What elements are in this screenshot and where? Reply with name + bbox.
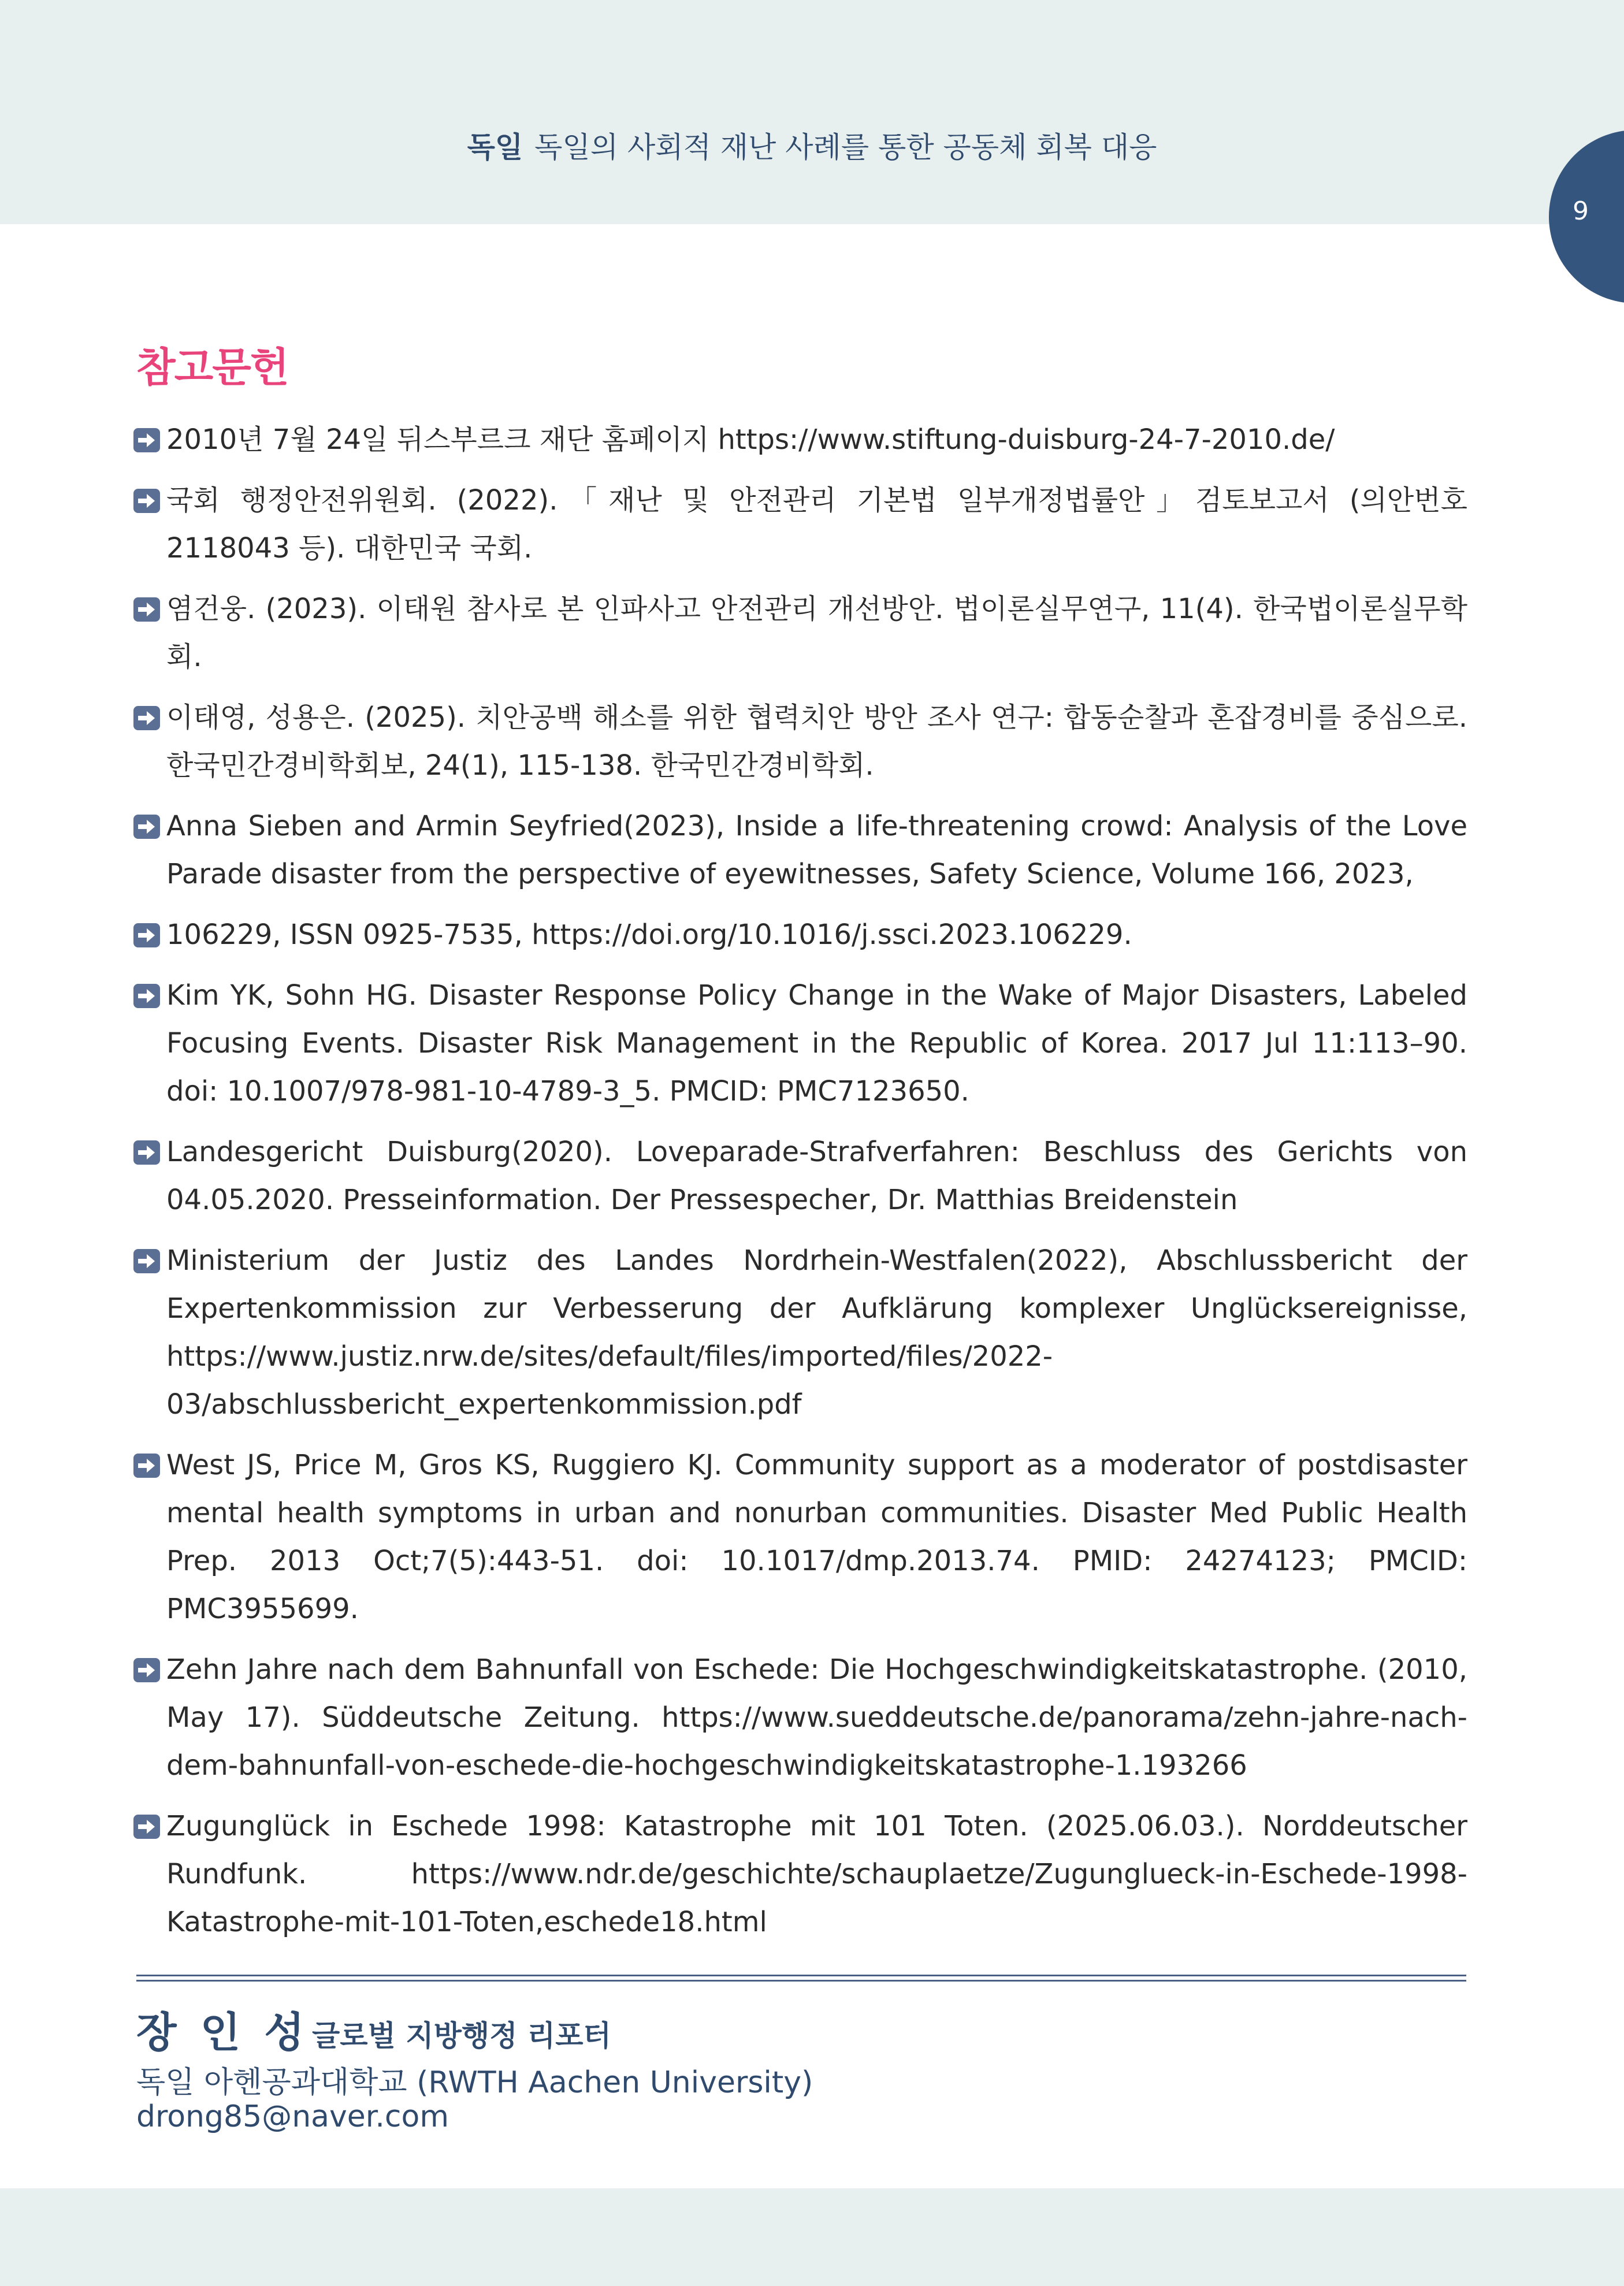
reference-list [133, 416, 1467, 1959]
reference-text: 2010년 7월 24일 뒤스부르크 재단 홈페이지 https://www.stiftung-duisburg-24-7-2010.de/ [166, 423, 1335, 456]
author-affiliation: 독일 아헨공과대학교 (RWTH Aachen University) [136, 2065, 813, 2100]
reference-item [133, 1128, 1467, 1224]
page-number: 9 [1573, 196, 1589, 226]
reference-item [133, 1802, 1467, 1946]
author-role: 글로벌 지방행정 리포터 [312, 2019, 611, 2053]
reference-item [133, 1237, 1467, 1429]
reference-text: 국회 행정안전위원회. (2022).「재난 및 안전관리 기본법 일부개정법률안」검토보고서 (의안번호 2118043 등). 대한민국 국회. [166, 484, 1467, 564]
reference-text: Kim YK, Sohn HG. Disaster Response Policy Change in the Wake of Major Disasters, Labeled Focusing Events. Disaster Risk Management in the Republic of Korea. 2017 Jul 11:113–90. doi: 10.1007/978-981-10-4789-3_5. PMCID: PMC7123650. [166, 979, 1467, 1107]
reference-item [133, 477, 1467, 573]
arrow-bullet-icon [133, 923, 161, 948]
reference-item [133, 1441, 1467, 1633]
arrow-bullet-icon [133, 1814, 161, 1839]
reference-item [133, 416, 1467, 464]
running-header [0, 124, 1624, 166]
header-band [0, 0, 1624, 224]
arrow-bullet-icon [133, 1140, 161, 1165]
reference-item [133, 972, 1467, 1116]
reference-item [133, 585, 1467, 681]
arrow-bullet-icon [133, 705, 161, 731]
reference-text: Ministerium der Justiz des Landes Nordrhein-Westfalen(2022), Abschlussbericht der Expertenkommission zur Verbesserung der Aufklärung komplexer Unglücksereignisse, https://www.justiz.nrw.de/sites/default/files/imported/files/2022-03/abschlussbericht_expertenkommission.pdf [166, 1244, 1467, 1421]
reference-text: 106229, ISSN 0925-7535, https://doi.org/10.1016/j.ssci.2023.106229. [166, 919, 1132, 951]
header-title: 독일의 사회적 재난 사례를 통한 공동체 회복 대응 [534, 131, 1157, 164]
reference-text: 이태영, 성용은. (2025). 치안공백 해소를 위한 협력치안 방안 조사 연구: 합동순찰과 혼잡경비를 중심으로. 한국민간경비학회보, 24(1), 115-138. 한국민간경비학회. [166, 701, 1467, 782]
reference-text: Zehn Jahre nach dem Bahnunfall von Eschede: Die Hochgeschwindigkeitskatastrophe. (2010, May 17). Süddeutsche Zeitung. https://www.sueddeutsche.de/panorama/zehn-jahre-nach-dem-bahnunfall-von-eschede-die-hochgeschwindigkeitskatastrophe-1.193266 [166, 1653, 1467, 1782]
arrow-bullet-icon [133, 488, 161, 514]
reference-text: Anna Sieben and Armin Seyfried(2023), Inside a life-threatening crowd: Analysis of the Love Parade disaster from the perspective of eyewitnesses, Safety Science, Volume 166, 2023, [166, 810, 1467, 890]
arrow-bullet-icon [133, 1248, 161, 1274]
reference-item [133, 802, 1467, 898]
reference-item [133, 1646, 1467, 1790]
reference-text: 염건웅. (2023). 이태원 참사로 본 인파사고 안전관리 개선방안. 법이론실무연구, 11(4). 한국법이론실무학회. [166, 593, 1467, 673]
author-email: drong85@naver.com [136, 2099, 449, 2134]
arrow-bullet-icon [133, 1657, 161, 1683]
reference-item [133, 911, 1467, 959]
reference-item [133, 694, 1467, 790]
header-country: 독일 [467, 131, 523, 164]
reference-text: West JS, Price M, Gros KS, Ruggiero KJ. Community support as a moderator of postdisaster mental health symptoms in urban and nonurban communities. Disaster Med Public Health Prep. 2013 Oct;7(5):443-51. doi: 10.1017/dmp.2013.74. PMID: 24274123; PMCID: PMC3955699. [166, 1449, 1467, 1625]
arrow-bullet-icon [133, 428, 161, 453]
author-divider [136, 1975, 1466, 1982]
arrow-bullet-icon [133, 983, 161, 1009]
arrow-bullet-icon [133, 814, 161, 839]
author-name: 장 인 성 [136, 2008, 309, 2057]
footer-band [0, 2188, 1624, 2286]
section-title: 참고문헌 [136, 344, 288, 391]
arrow-bullet-icon [133, 1453, 161, 1478]
reference-text: Zugunglück in Eschede 1998: Katastrophe mit 101 Toten. (2025.06.03.). Norddeutscher Rundfunk. https://www.ndr.de/geschichte/schauplaetze/Zugunglueck-in-Eschede-1998-Katastrophe-mit-101-Toten,eschede18.html [166, 1810, 1467, 1938]
arrow-bullet-icon [133, 597, 161, 622]
reference-text: Landesgericht Duisburg(2020). Loveparade-Strafverfahren: Beschluss des Gerichts von 04.05.2020. Presseinformation. Der Pressespecher, Dr. Matthias Breidenstein [166, 1136, 1467, 1216]
